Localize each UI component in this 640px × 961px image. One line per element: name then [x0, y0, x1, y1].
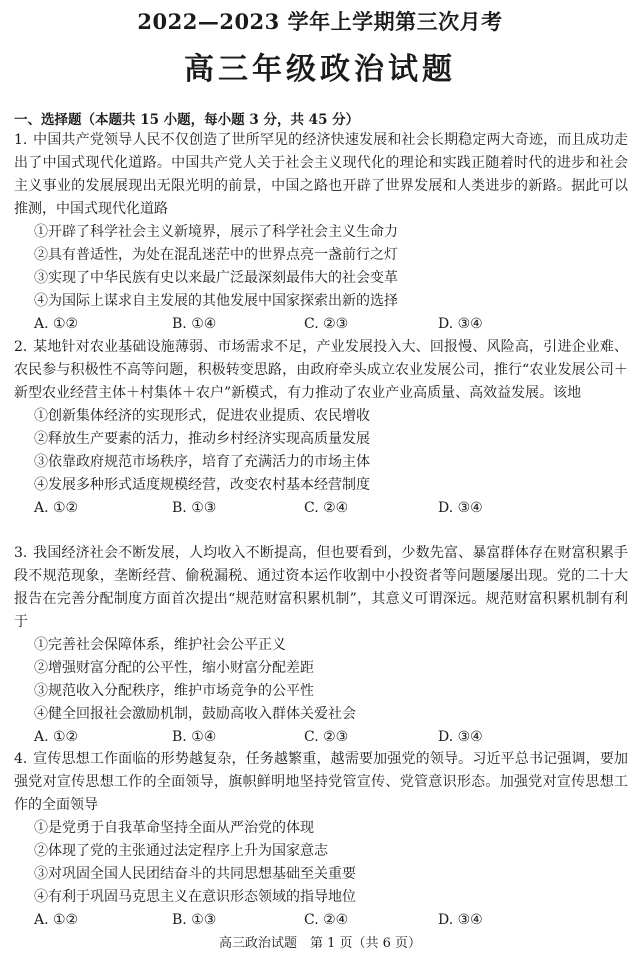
option-1: ①是党勇于自我革命坚持全面从严治党的体现	[34, 820, 314, 836]
choice-a[interactable]: A. ①②	[34, 912, 79, 928]
page-footer: 高三政治试题 第 1 页（共 6 页）	[218, 936, 422, 951]
choice-b[interactable]: B. ①④	[172, 316, 217, 332]
choice-d[interactable]: D. ③④	[438, 316, 483, 332]
option-3: ③规范收入分配秩序，维护市场竞争的公平性	[34, 683, 314, 699]
question-text: 宣传思想工作面临的形势越复杂，任务越繁重，越需要加强党的领导。习近平总书记强调，要加强党对宣传思想工作的全面领导，旗帜鲜明地坚持党管宣传、党管意识形态。加强党对宣传思想工作的全面领导	[14, 751, 628, 813]
option-3: ③依靠政府规范市场秩序，培育了充满活力的市场主体	[34, 454, 370, 470]
option-4: ④健全回报社会激励机制，鼓励高收入群体关爱社会	[34, 706, 356, 722]
choice-a[interactable]: A. ①②	[34, 316, 79, 332]
exam-subject-title: 高三年级政治试题	[184, 52, 456, 87]
question-2	[14, 336, 628, 520]
question-4	[14, 748, 628, 932]
question-stem	[14, 542, 628, 634]
choice-c[interactable]: C. ②④	[304, 500, 349, 516]
choice-d[interactable]: D. ③④	[438, 500, 483, 516]
option-1: ①完善社会保障体系，维护社会公平正义	[34, 637, 286, 653]
option-2: ②体现了党的主张通过法定程序上升为国家意志	[34, 843, 328, 859]
question-1	[14, 129, 628, 336]
choice-c[interactable]: C. ②③	[304, 729, 349, 745]
question-number: 4.	[14, 751, 28, 767]
question-stem	[14, 129, 628, 221]
option-2: ②释放生产要素的活力，推动乡村经济实现高质量发展	[34, 431, 370, 447]
choice-a[interactable]: A. ①②	[34, 500, 79, 516]
answer-choices	[14, 313, 628, 336]
question-number: 2.	[14, 339, 28, 355]
option-2: ②具有普适性，为处在混乱迷茫中的世界点亮一盏前行之灯	[34, 247, 398, 263]
option-3: ③实现了中华民族有史以来最广泛最深刻最伟大的社会变革	[34, 270, 398, 286]
question-text: 某地针对农业基础设施薄弱、市场需求不足，产业发展投入大、回报慢、风险高，引进企业难、农民参与积极性不高等问题，积极转变思路，由政府牵头成立农业发展公司，推行“农业发展公司＋新型农业经营主体＋村集体＋农户”新模式，有力推动了农业产业高质量、高效益发展。该地	[14, 339, 628, 401]
option-3: ③对巩固全国人民团结奋斗的共同思想基础至关重要	[34, 866, 356, 882]
question-text: 中国共产党领导人民不仅创造了世所罕见的经济快速发展和社会长期稳定两大奇迹，而且成功走出了中国式现代化道路。中国共产党人关于社会主义现代化的理论和实践正随着时代的进步和社会主义事业的发展展现出无限光明的前景，中国之路也开辟了世界发展和人类进步的新路。据此可以推测，中国式现代化道路	[14, 132, 628, 217]
answer-choices	[14, 726, 628, 749]
choice-d[interactable]: D. ③④	[438, 912, 483, 928]
answer-choices	[14, 909, 628, 932]
question-stem	[14, 336, 628, 405]
question-number: 3.	[14, 545, 28, 561]
option-4: ④有利于巩固马克思主义在意识形态领域的指导地位	[34, 889, 356, 905]
option-4: ④发展多种形式适度规模经营，改变农村基本经营制度	[34, 477, 370, 493]
choice-d[interactable]: D. ③④	[438, 729, 483, 745]
question-number: 1.	[14, 132, 28, 148]
question-text: 我国经济社会不断发展，人均收入不断提高，但也要看到，少数先富、暴富群体存在财富积累手段不规范现象，垄断经营、偷税漏税、通过资本运作收割中小投资者等问题屡屡出现。党的二十大报告在完善分配制度方面首次提出“规范财富积累机制”，其意义可谓深远。规范财富积累机制有利于	[14, 545, 628, 630]
choice-b[interactable]: B. ①④	[172, 729, 217, 745]
choice-a[interactable]: A. ①②	[34, 729, 79, 745]
option-1: ①创新集体经济的实现形式，促进农业提质、农民增收	[34, 408, 370, 424]
choice-b[interactable]: B. ①③	[172, 500, 217, 516]
answer-choices	[14, 497, 628, 520]
question-stem	[14, 748, 628, 817]
question-3	[14, 542, 628, 749]
choice-c[interactable]: C. ②④	[304, 912, 349, 928]
section-heading: 一、选择题（本题共 15 小题，每小题 3 分，共 45 分）	[14, 112, 360, 128]
choice-c[interactable]: C. ②③	[304, 316, 349, 332]
option-2: ②增强财富分配的公平性，缩小财富分配差距	[34, 660, 314, 676]
choice-b[interactable]: B. ①③	[172, 912, 217, 928]
option-4: ④为国际上谋求自主发展的其他发展中国家探索出新的选择	[34, 293, 398, 309]
exam-term-title: 2022—2023 学年上学期第三次月考	[137, 9, 503, 34]
option-1: ①开辟了科学社会主义新境界，展示了科学社会主义生命力	[34, 224, 398, 240]
